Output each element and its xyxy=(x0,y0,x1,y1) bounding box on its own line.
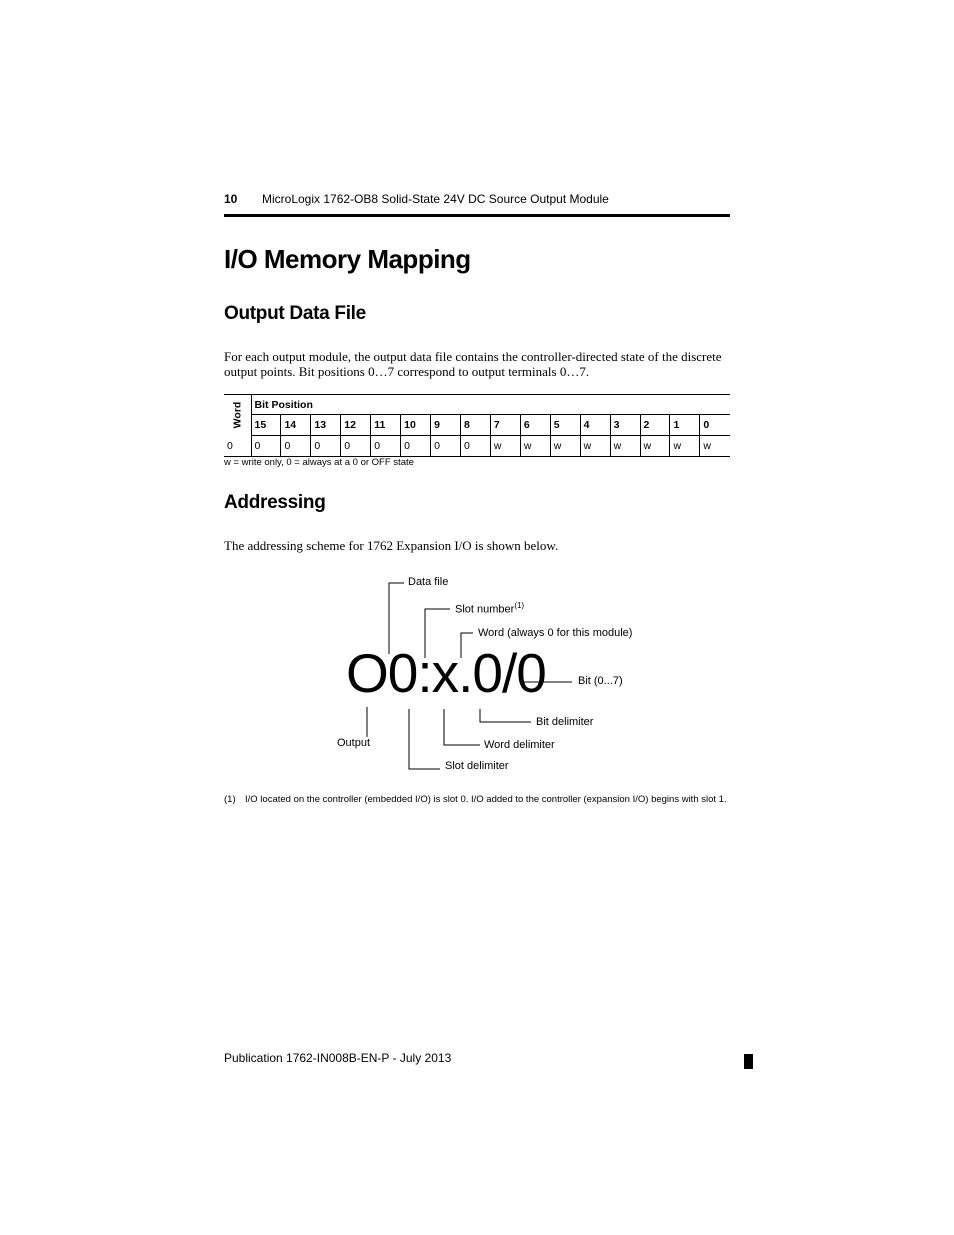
bit-value: 0 xyxy=(311,436,341,457)
bit-value: 0 xyxy=(371,436,401,457)
bit-value: 0 xyxy=(281,436,311,457)
bit-value: 0 xyxy=(431,436,461,457)
bit-column-header: 15 xyxy=(251,415,281,436)
bit-value: w xyxy=(610,436,640,457)
bit-label: Bit (0...7) xyxy=(578,675,623,687)
output-label: Output xyxy=(337,737,371,749)
addressing-description: The addressing scheme for 1762 Expansion I/O is shown below. xyxy=(224,538,559,553)
bit-value: w xyxy=(640,436,670,457)
output-data-table xyxy=(224,394,730,457)
page-header xyxy=(224,192,730,218)
bit-column-header: 13 xyxy=(311,415,341,436)
word-label: Word (always 0 for this module) xyxy=(478,627,633,639)
word-delimiter-label: Word delimiter xyxy=(484,739,555,751)
data-file-label: Data file xyxy=(408,576,449,588)
bit-value: w xyxy=(550,436,580,457)
bit-delimiter-leader xyxy=(480,709,531,722)
bit-value: w xyxy=(520,436,550,457)
footnote-text: I/O located on the controller (embedded I/O) is slot 0. I/O added to the controller (expansion I/O) begins with slot 1. xyxy=(245,794,727,805)
bit-column-header: 12 xyxy=(341,415,371,436)
footnote-reference: (1) xyxy=(514,601,525,610)
bit-column-header: 0 xyxy=(700,415,730,436)
word-value: 0 xyxy=(224,436,251,457)
header-rule xyxy=(224,214,730,217)
page-number: 10 xyxy=(224,192,238,206)
slot-delimiter-label: Slot delimiter xyxy=(445,760,509,772)
running-title: MicroLogix 1762-OB8 Solid-State 24V DC Source Output Module xyxy=(262,192,609,206)
bit-column-header: 10 xyxy=(401,415,431,436)
bit-position-header-cell xyxy=(251,395,730,415)
section-heading-output-data-file: Output Data File xyxy=(224,303,366,324)
bit-position-header: Bit Position xyxy=(254,398,313,411)
bit-value: 0 xyxy=(341,436,371,457)
bit-column-header: 3 xyxy=(610,415,640,436)
bit-column-header: 8 xyxy=(460,415,490,436)
bit-column-header: 2 xyxy=(640,415,670,436)
bit-value: w xyxy=(700,436,730,457)
bit-value: w xyxy=(490,436,520,457)
slot-delimiter-leader xyxy=(409,709,440,769)
page-edge-marker xyxy=(744,1054,753,1069)
bit-column-header: 1 xyxy=(670,415,700,436)
bit-value: 0 xyxy=(401,436,431,457)
bit-value: 0 xyxy=(460,436,490,457)
bit-column-header: 7 xyxy=(490,415,520,436)
bit-column-header: 4 xyxy=(580,415,610,436)
word-delimiter-leader xyxy=(444,709,480,745)
table-note: w = write only, 0 = always at a 0 or OFF state xyxy=(224,457,414,468)
addressing-diagram xyxy=(330,572,660,782)
slot-number-label: Slot number xyxy=(455,603,515,616)
bit-value: 0 xyxy=(251,436,281,457)
footnote-number: (1) xyxy=(224,794,236,805)
bit-value: w xyxy=(580,436,610,457)
publication-footer: Publication 1762-IN008B-EN-P - July 2013 xyxy=(224,1051,452,1065)
bit-column-header: 9 xyxy=(431,415,461,436)
table-row xyxy=(224,436,730,457)
address-example: O0:x.0/0 xyxy=(346,642,546,704)
bit-value: w xyxy=(670,436,700,457)
bit-delimiter-label: Bit delimiter xyxy=(536,716,594,728)
slot-number-label-group xyxy=(455,601,524,616)
output-data-file-description: For each output module, the output data file contains the controller-directed state of the discrete output points. Bit positions 0…7 correspond to output terminals 0…7. xyxy=(224,349,722,379)
section-heading-addressing: Addressing xyxy=(224,492,326,513)
page-title: I/O Memory Mapping xyxy=(224,244,471,274)
word-header: Word xyxy=(231,401,244,429)
bit-column-header-row xyxy=(224,415,730,436)
bit-column-header: 6 xyxy=(520,415,550,436)
bit-column-header: 11 xyxy=(371,415,401,436)
bit-column-header: 5 xyxy=(550,415,580,436)
word-header-cell xyxy=(224,395,251,436)
bit-column-header: 14 xyxy=(281,415,311,436)
